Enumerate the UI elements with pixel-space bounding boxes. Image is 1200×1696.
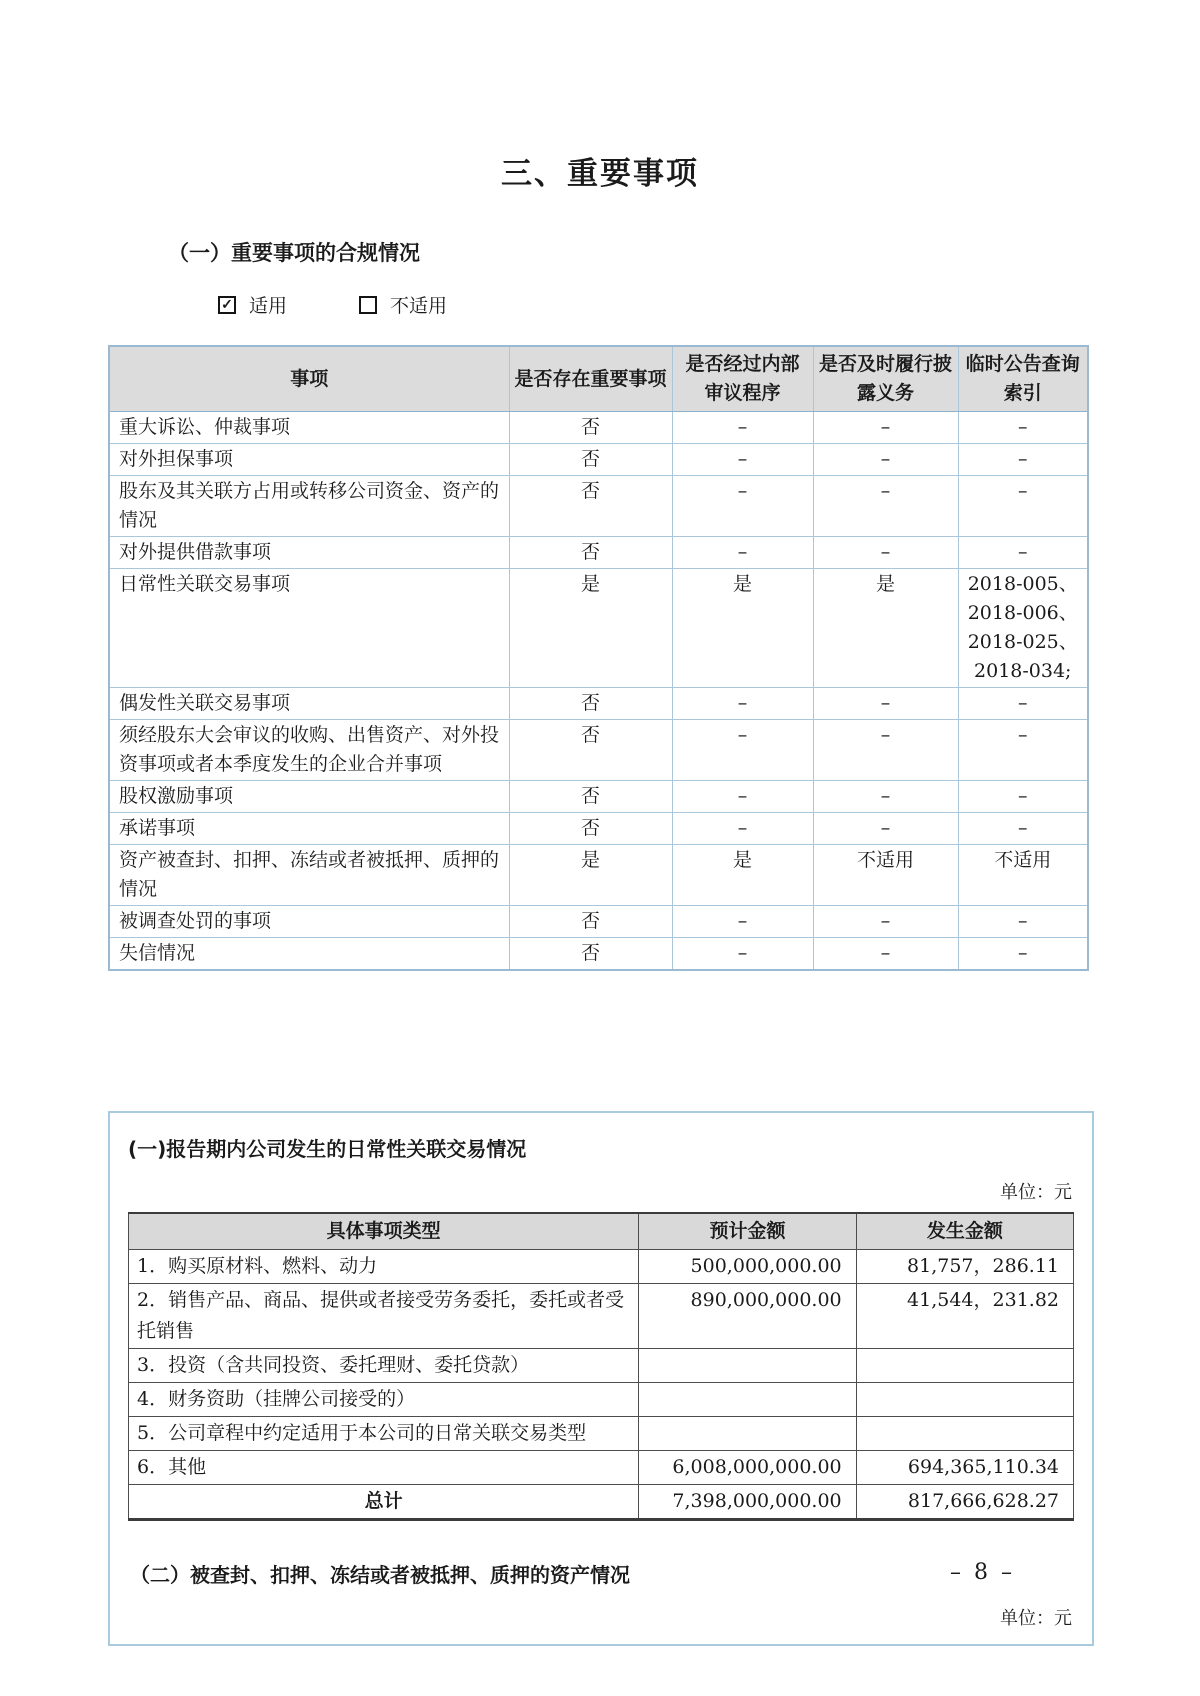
unit-label: 单位：元 <box>1000 1608 1072 1629</box>
cell-estimated <box>639 1417 856 1451</box>
check-icon: ✓ <box>221 296 233 313</box>
cell-type: 5．公司章程中约定适用于本公司的日常关联交易类型 <box>129 1417 639 1451</box>
unit-label: 单位：元 <box>1000 1182 1072 1203</box>
table-row <box>129 1451 1074 1485</box>
pledged-assets-heading: （二）被查封、扣押、冻结或者被抵押、质押的资产情况 <box>130 1563 630 1587</box>
cell-item: 承诺事项 <box>109 813 509 845</box>
column-header-reviewed: 是否经过内部审议程序 <box>672 346 813 412</box>
cell-actual: 41,544，231.82 <box>856 1284 1073 1349</box>
related-transactions-table <box>128 1212 1074 1521</box>
table-row <box>109 476 1088 537</box>
cell-item: 日常性关联交易事项 <box>109 569 509 688</box>
compliance-table <box>108 345 1089 971</box>
table-row <box>109 813 1088 845</box>
cell-estimated <box>639 1349 856 1383</box>
cell-item: 重大诉讼、仲裁事项 <box>109 412 509 444</box>
table-row <box>109 412 1088 444</box>
cell-estimated: 6,008,000,000.00 <box>639 1451 856 1485</box>
column-header-type: 具体事项类型 <box>129 1213 639 1250</box>
cell-type: 2．销售产品、商品、提供或者接受劳务委托，委托或者受托销售 <box>129 1284 639 1349</box>
compliance-header-row <box>109 346 1088 412</box>
table-row <box>109 845 1088 906</box>
cell-total-estimated: 7,398,000,000.00 <box>639 1485 856 1520</box>
cell-disclosed: – <box>813 938 958 971</box>
column-header-disclosed: 是否及时履行披露义务 <box>813 346 958 412</box>
cell-disclosed: – <box>813 906 958 938</box>
applicability-options <box>218 291 1200 318</box>
cell-total-label: 总计 <box>129 1485 639 1520</box>
cell-disclosed: 是 <box>813 569 958 688</box>
compliance-section-heading: （一）重要事项的合规情况 <box>168 241 420 265</box>
cell-exists: 否 <box>509 476 672 537</box>
cell-exists: 否 <box>509 906 672 938</box>
cell-announcements: 不适用 <box>958 845 1088 906</box>
cell-actual <box>856 1417 1073 1451</box>
cell-disclosed: – <box>813 537 958 569</box>
cell-estimated: 500,000,000.00 <box>639 1250 856 1284</box>
cell-disclosed: – <box>813 813 958 845</box>
cell-announcements: 2018-005、2018-006、2018-025、2018-034; <box>958 569 1088 688</box>
table-row <box>129 1383 1074 1417</box>
cell-estimated: 890,000,000.00 <box>639 1284 856 1349</box>
cell-estimated <box>639 1383 856 1417</box>
cell-reviewed: – <box>672 537 813 569</box>
cell-reviewed: 是 <box>672 569 813 688</box>
applicable-label: 适用 <box>249 295 288 317</box>
table-row <box>129 1284 1074 1349</box>
page-number: – 8 – <box>950 1560 1015 1585</box>
column-header-item: 事项 <box>109 346 509 412</box>
cell-exists: 否 <box>509 781 672 813</box>
cell-announcements: – <box>958 720 1088 781</box>
not-applicable-label: 不适用 <box>390 295 448 317</box>
cell-type: 4．财务资助（挂牌公司接受的） <box>129 1383 639 1417</box>
related-transactions-box <box>108 1111 1094 1646</box>
table-row <box>109 938 1088 971</box>
table-row <box>109 688 1088 720</box>
cell-announcements: – <box>958 781 1088 813</box>
cell-type: 1．购买原材料、燃料、动力 <box>129 1250 639 1284</box>
table-row <box>109 444 1088 476</box>
column-header-estimated: 预计金额 <box>639 1213 856 1250</box>
cell-exists: 否 <box>509 412 672 444</box>
cell-exists: 否 <box>509 938 672 971</box>
cell-announcements: – <box>958 938 1088 971</box>
table-row <box>109 720 1088 781</box>
cell-announcements: – <box>958 444 1088 476</box>
cell-announcements: – <box>958 813 1088 845</box>
not-applicable-checkbox[interactable] <box>359 296 377 314</box>
transactions-header-row <box>129 1213 1074 1250</box>
cell-disclosed: – <box>813 688 958 720</box>
table-row <box>129 1417 1074 1451</box>
cell-item: 股权激励事项 <box>109 781 509 813</box>
cell-exists: 否 <box>509 813 672 845</box>
cell-exists: 否 <box>509 688 672 720</box>
cell-type: 3．投资（含共同投资、委托理财、委托贷款） <box>129 1349 639 1383</box>
table-row <box>109 569 1088 688</box>
table-row <box>129 1349 1074 1383</box>
table-row <box>109 781 1088 813</box>
cell-exists: 是 <box>509 569 672 688</box>
cell-item: 对外担保事项 <box>109 444 509 476</box>
applicable-checkbox[interactable] <box>218 296 236 314</box>
cell-exists: 否 <box>509 720 672 781</box>
cell-disclosed: – <box>813 781 958 813</box>
total-row <box>129 1485 1074 1520</box>
cell-disclosed: – <box>813 444 958 476</box>
cell-item: 股东及其关联方占用或转移公司资金、资产的情况 <box>109 476 509 537</box>
cell-item: 失信情况 <box>109 938 509 971</box>
related-transactions-heading: (一)报告期内公司发生的日常性关联交易情况 <box>128 1137 527 1161</box>
cell-reviewed: – <box>672 444 813 476</box>
cell-actual: 694,365,110.34 <box>856 1451 1073 1485</box>
column-header-actual: 发生金额 <box>856 1213 1073 1250</box>
cell-disclosed: – <box>813 720 958 781</box>
cell-reviewed: – <box>672 688 813 720</box>
page-title: 三、重要事项 <box>501 156 699 192</box>
cell-item: 偶发性关联交易事项 <box>109 688 509 720</box>
cell-announcements: – <box>958 412 1088 444</box>
cell-reviewed: – <box>672 938 813 971</box>
cell-exists: 是 <box>509 845 672 906</box>
cell-reviewed: – <box>672 813 813 845</box>
cell-announcements: – <box>958 476 1088 537</box>
cell-reviewed: 是 <box>672 845 813 906</box>
cell-item: 资产被查封、扣押、冻结或者被抵押、质押的情况 <box>109 845 509 906</box>
table-row <box>109 537 1088 569</box>
cell-reviewed: – <box>672 412 813 444</box>
table-row <box>109 906 1088 938</box>
cell-reviewed: – <box>672 476 813 537</box>
cell-actual: 81,757，286.11 <box>856 1250 1073 1284</box>
cell-total-actual: 817,666,628.27 <box>856 1485 1073 1520</box>
cell-actual <box>856 1349 1073 1383</box>
cell-disclosed: 不适用 <box>813 845 958 906</box>
cell-disclosed: – <box>813 412 958 444</box>
cell-exists: 否 <box>509 444 672 476</box>
cell-announcements: – <box>958 906 1088 938</box>
cell-reviewed: – <box>672 720 813 781</box>
cell-item: 对外提供借款事项 <box>109 537 509 569</box>
cell-reviewed: – <box>672 906 813 938</box>
cell-exists: 否 <box>509 537 672 569</box>
column-header-announcements: 临时公告查询索引 <box>958 346 1088 412</box>
cell-announcements: – <box>958 537 1088 569</box>
cell-item: 被调查处罚的事项 <box>109 906 509 938</box>
cell-type: 6．其他 <box>129 1451 639 1485</box>
cell-announcements: – <box>958 688 1088 720</box>
cell-reviewed: – <box>672 781 813 813</box>
cell-disclosed: – <box>813 476 958 537</box>
cell-actual <box>856 1383 1073 1417</box>
column-header-exists: 是否存在重要事项 <box>509 346 672 412</box>
cell-item: 须经股东大会审议的收购、出售资产、对外投资事项或者本季度发生的企业合并事项 <box>109 720 509 781</box>
table-row <box>129 1250 1074 1284</box>
